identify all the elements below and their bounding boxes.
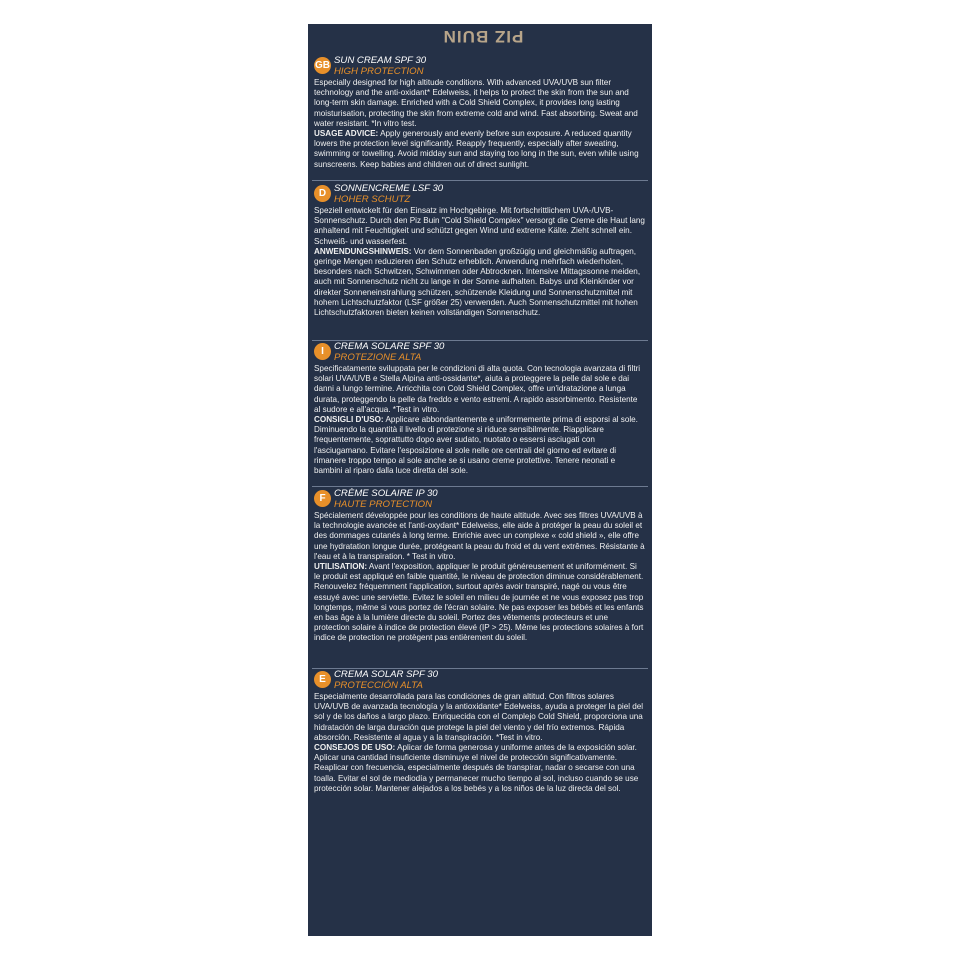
section-body — [314, 78, 645, 170]
section-header — [314, 342, 645, 364]
advice-text: Vor dem Sonnenbaden großzügig und gleichmäßig auftragen, geringe Mengen reduzieren den Schutz erheblich. Anwendung mehrfach wiederholen, besonders nach Schwitzen, Schwimmen oder Abtrocknen. Intensive Mittagssonne meiden, auch mit Sonnenschutz nicht zu lange in der Sonne aufhalten. Babys und Kleinkinder vor direkter Sonneneinstrahlung schützen, schützende Kleidung und Sonnenschutzmittel mit hohem Lichtschutzfaktor (LSF größer 25) verwenden. Auch Sonnenschutzmittel mit hohen Lichtschutzfaktoren bieten keinen vollständigen Sonnenschutz. — [314, 246, 641, 318]
section-title: CREMA SOLAR SPF 30 — [334, 669, 438, 680]
advice-label: CONSEJOS DE USO: — [314, 743, 396, 753]
divider — [312, 180, 648, 181]
section-de — [314, 184, 645, 318]
advice-label: UTILISATION: — [314, 562, 368, 572]
section-body — [314, 692, 645, 794]
section-fr — [314, 489, 645, 644]
section-gb — [314, 56, 645, 170]
advice-label: ANWENDUNGSHINWEIS: — [314, 246, 412, 256]
section-header — [314, 670, 645, 692]
product-box-back-panel — [308, 24, 652, 936]
language-badge-i: I — [314, 343, 331, 360]
section-header — [314, 184, 645, 206]
language-badge-f: F — [314, 490, 331, 507]
description-text: Especialmente desarrollada para las condiciones de gran altitud. Con filtros solares UVA/UVB de avanzada tecnología y la antioxidante* Edelweiss, ayuda a proteger la piel del sol y de los daños a largo plazo. Enriquecida con el Complejo Cold Shield, proporciona una hidratación de larga duración que protege la piel del viento y del frío extremos. Rápida absorción. Resistente al agua y a la transpiración. *Test in vitro. — [314, 692, 644, 742]
section-body — [314, 511, 645, 644]
advice-text: Aplicar de forma generosa y uniforme antes de la exposición solar. Aplicar una cantidad insuficiente disminuye el nivel de protección significativamente. Reaplicar con frecuencia, especialmente después de transpirar, nadar o secarse con una toalla. Evitar el sol de mediodía y permanecer mucho tiempo al sol, incluso cuando se use protección solar. Mantener alejados a los bebés y a los niños de la luz directa del sol. — [314, 743, 639, 793]
description-text: Especially designed for high altitude conditions. With advanced UVA/UVB sun filter technology and the anti-oxidant* Edelweiss, it helps to protect the skin from the sun and long-term skin damage. Enriched with a Cold Shield Complex, it provides long lasting moisturisation, protecting the skin from extreme cold and wind. Fast absorbing. Sweat and water resistant. *In vitro test. — [314, 78, 638, 128]
advice-text: Avant l'exposition, appliquer le produit généreusement et uniformément. Si le produit est appliqué en faible quantité, le niveau de protection diminue considérablement. Renouvelez fréquemment l'application, surtout après avoir transpiré, nagé ou vous être essuyé avec une serviette. Evitez le soleil en milieu de journée et ne vous exposez pas trop longtemps, même si vous portez de l'écran solaire. Ne pas exposer les bébés et les enfants en bas âge à la lumière directe du soleil. Portez des vêtements protecteurs et une protection solaire à indice de protection élevé (IP > 25). Même les protections solaires à fort indice de protection ne protègent pas entièrement du soleil. — [314, 562, 644, 643]
brand-logo-upside-down — [428, 24, 538, 56]
advice-label: USAGE ADVICE: — [314, 129, 379, 139]
section-es — [314, 670, 645, 794]
advice-text: Apply generously and evenly before sun exposure. A reduced quantity lowers the protection level significantly. Reapply frequently, especially after sweating, swimming or towelling. Avoid midday sun and staying too long in the sun, even while using sunscreens. Keep babies and children out of direct sunlight. — [314, 129, 639, 169]
advice-text: Applicare abbondantemente e uniformemente prima di esporsi al sole. Diminuendo la quantità il livello di protezione si riduce sensibilmente. Riapplicare frequentemente, soprattutto dopo aver sudato, nuotato o essersi asciugati con l'asciugamano. Evitare l'esposizione al sole nelle ore centrali del giorno ed evitare di rimanere troppo tempo al sole anche se si usano creme protettive. Tenere neonati e bambini al riparo dalla luce diretta del sole. — [314, 415, 638, 476]
section-header — [314, 56, 645, 78]
language-badge-d: D — [314, 185, 331, 202]
section-subtitle: PROTEZIONE ALTA — [334, 351, 422, 363]
section-subtitle: HAUTE PROTECTION — [334, 498, 433, 510]
section-title: CREMA SOLARE SPF 30 — [334, 341, 445, 352]
language-badge-gb: GB — [314, 57, 331, 74]
advice-label: CONSIGLI D'USO: — [314, 415, 384, 425]
section-subtitle: HOHER SCHUTZ — [334, 193, 411, 205]
description-text: Speziell entwickelt für den Einsatz im Hochgebirge. Mit fortschrittlichem UVA-/UVB-Sonnenschutz. Durch den Piz Buin "Cold Shield Complex" versorgt die Creme die Haut lang anhaltend mit Feuchtigkeit und schützt gegen Wind und extreme Kälte. Zieht schnell ein. Schweiß- und wasserfest. — [314, 206, 645, 246]
section-body — [314, 206, 645, 318]
section-title: CRÈME SOLAIRE IP 30 — [334, 488, 438, 499]
section-header — [314, 489, 645, 511]
divider — [312, 486, 648, 487]
section-it — [314, 342, 645, 476]
description-text: Specificatamente sviluppata per le condizioni di alta quota. Con tecnologia avanzata di filtri solari UVA/UVB e Stella Alpina anti-ossidante*, aiuta a proteggere la pelle dal sole e dai danni a lungo termine. Arricchita con Cold Shield Complex, offre un'idratazione a lunga durata, proteggendo la pelle da freddo e vento estremi. A rapido assorbimento. Resistente al sudore e all'acqua. *Test in vitro. — [314, 364, 641, 414]
brand-mark: PIZ BUIN — [442, 27, 524, 46]
section-subtitle: PROTECCIÓN ALTA — [334, 679, 423, 691]
section-subtitle: HIGH PROTECTION — [334, 65, 424, 77]
section-title: SUN CREAM SPF 30 — [334, 55, 427, 66]
section-title: SONNENCREME LSF 30 — [334, 183, 444, 194]
section-body — [314, 364, 645, 476]
language-badge-e: E — [314, 671, 331, 688]
description-text: Spécialement développée pour les conditions de haute altitude. Avec ses filtres UVA/UVB à la technologie avancée et l'anti-oxydant* Edelweiss, elle aide à protéger la peau du soleil et des dommages cutanés à long terme. Enrichie avec un complexe « cold shield », elle offre une hydratation longue durée, protégeant la peau du froid et du vent extrêmes. Résistante à l'eau et à la transpiration. * Test in vitro. — [314, 511, 645, 561]
